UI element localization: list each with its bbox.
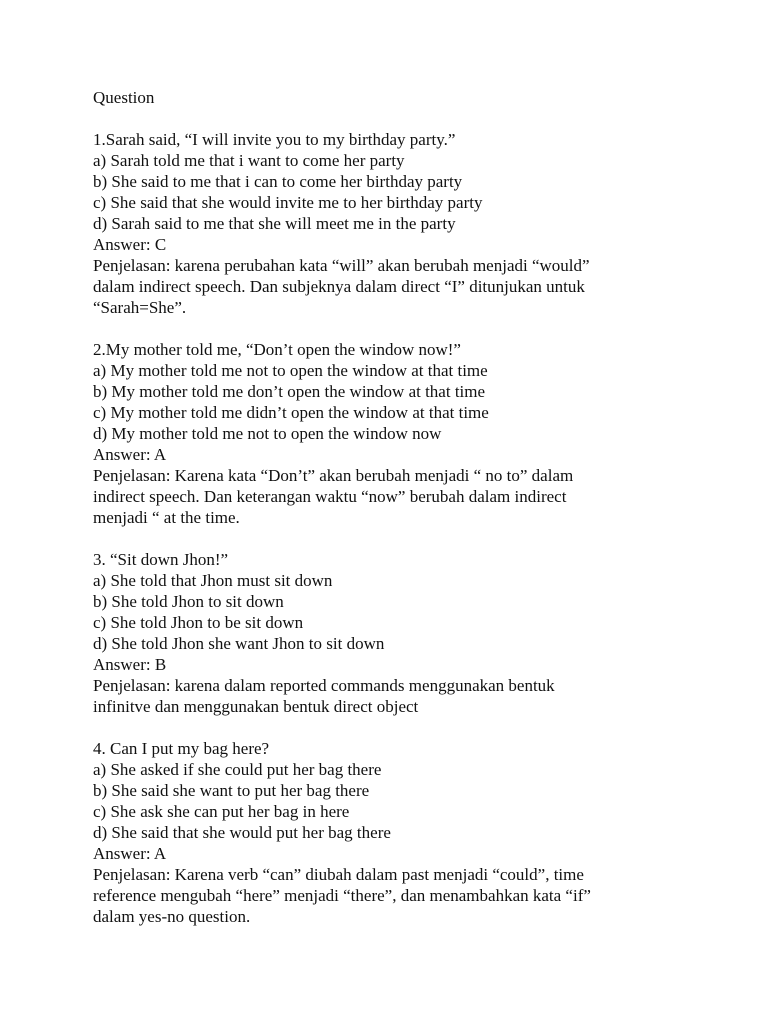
question-prompt: 1.Sarah said, “I will invite you to my birthday party.” bbox=[93, 130, 456, 149]
answer-option-c: c) She told Jhon to be sit down bbox=[93, 613, 304, 632]
spacer bbox=[93, 717, 693, 738]
answer-option-b: b) My mother told me don’t open the window at that time bbox=[93, 382, 486, 401]
answer-option-d: d) She said that she would put her bag there bbox=[93, 823, 391, 842]
answer-option-a: a) She told that Jhon must sit down bbox=[93, 571, 333, 590]
explanation-line: dalam indirect speech. Dan subjeknya dalam direct “I” ditunjukan untuk bbox=[93, 277, 585, 296]
answer-option-a: a) Sarah told me that i want to come her party bbox=[93, 151, 405, 170]
answer-option-a: a) My mother told me not to open the window at that time bbox=[93, 361, 488, 380]
document-heading: Question bbox=[93, 88, 155, 107]
explanation-line: Penjelasan: Karena verb “can” diubah dalam past menjadi “could”, time bbox=[93, 865, 584, 884]
explanation-line: infinitve dan menggunakan bentuk direct object bbox=[93, 697, 419, 716]
answer-option-b: b) She told Jhon to sit down bbox=[93, 592, 284, 611]
spacer bbox=[93, 108, 693, 129]
answer-option-c: c) My mother told me didn’t open the window at that time bbox=[93, 403, 489, 422]
explanation-line: Penjelasan: karena dalam reported commands menggunakan bentuk bbox=[93, 676, 555, 695]
explanation-line: Penjelasan: karena perubahan kata “will” akan berubah menjadi “would” bbox=[93, 256, 590, 275]
explanation-line: dalam yes-no question. bbox=[93, 907, 251, 926]
question-prompt: 2.My mother told me, “Don’t open the window now!” bbox=[93, 340, 461, 359]
explanation-line: “Sarah=She”. bbox=[93, 298, 187, 317]
question-prompt: 3. “Sit down Jhon!” bbox=[93, 550, 229, 569]
answer-option-d: d) She told Jhon she want Jhon to sit down bbox=[93, 634, 385, 653]
explanation-line: indirect speech. Dan keterangan waktu “now” berubah dalam indirect bbox=[93, 487, 567, 506]
answer-key: Answer: A bbox=[93, 844, 167, 863]
question-block-2 bbox=[93, 339, 693, 528]
answer-option-a: a) She asked if she could put her bag there bbox=[93, 760, 382, 779]
question-block-1 bbox=[93, 129, 693, 318]
answer-key: Answer: C bbox=[93, 235, 167, 254]
answer-option-c: c) She said that she would invite me to her birthday party bbox=[93, 193, 483, 212]
explanation-line: Penjelasan: Karena kata “Don’t” akan berubah menjadi “ no to” dalam bbox=[93, 466, 574, 485]
question-block-4 bbox=[93, 738, 693, 927]
answer-option-b: b) She said to me that i can to come her birthday party bbox=[93, 172, 463, 191]
spacer bbox=[93, 318, 693, 339]
answer-option-b: b) She said she want to put her bag there bbox=[93, 781, 370, 800]
answer-option-c: c) She ask she can put her bag in here bbox=[93, 802, 350, 821]
question-block-3 bbox=[93, 549, 693, 717]
question-prompt: 4. Can I put my bag here? bbox=[93, 739, 270, 758]
answer-key: Answer: B bbox=[93, 655, 167, 674]
explanation-line: reference mengubah “here” menjadi “there”, dan menambahkan kata “if” bbox=[93, 886, 591, 905]
spacer bbox=[93, 528, 693, 549]
answer-option-d: d) My mother told me not to open the window now bbox=[93, 424, 442, 443]
answer-option-d: d) Sarah said to me that she will meet me in the party bbox=[93, 214, 456, 233]
document-content bbox=[93, 87, 693, 927]
answer-key: Answer: A bbox=[93, 445, 167, 464]
explanation-line: menjadi “ at the time. bbox=[93, 508, 240, 527]
